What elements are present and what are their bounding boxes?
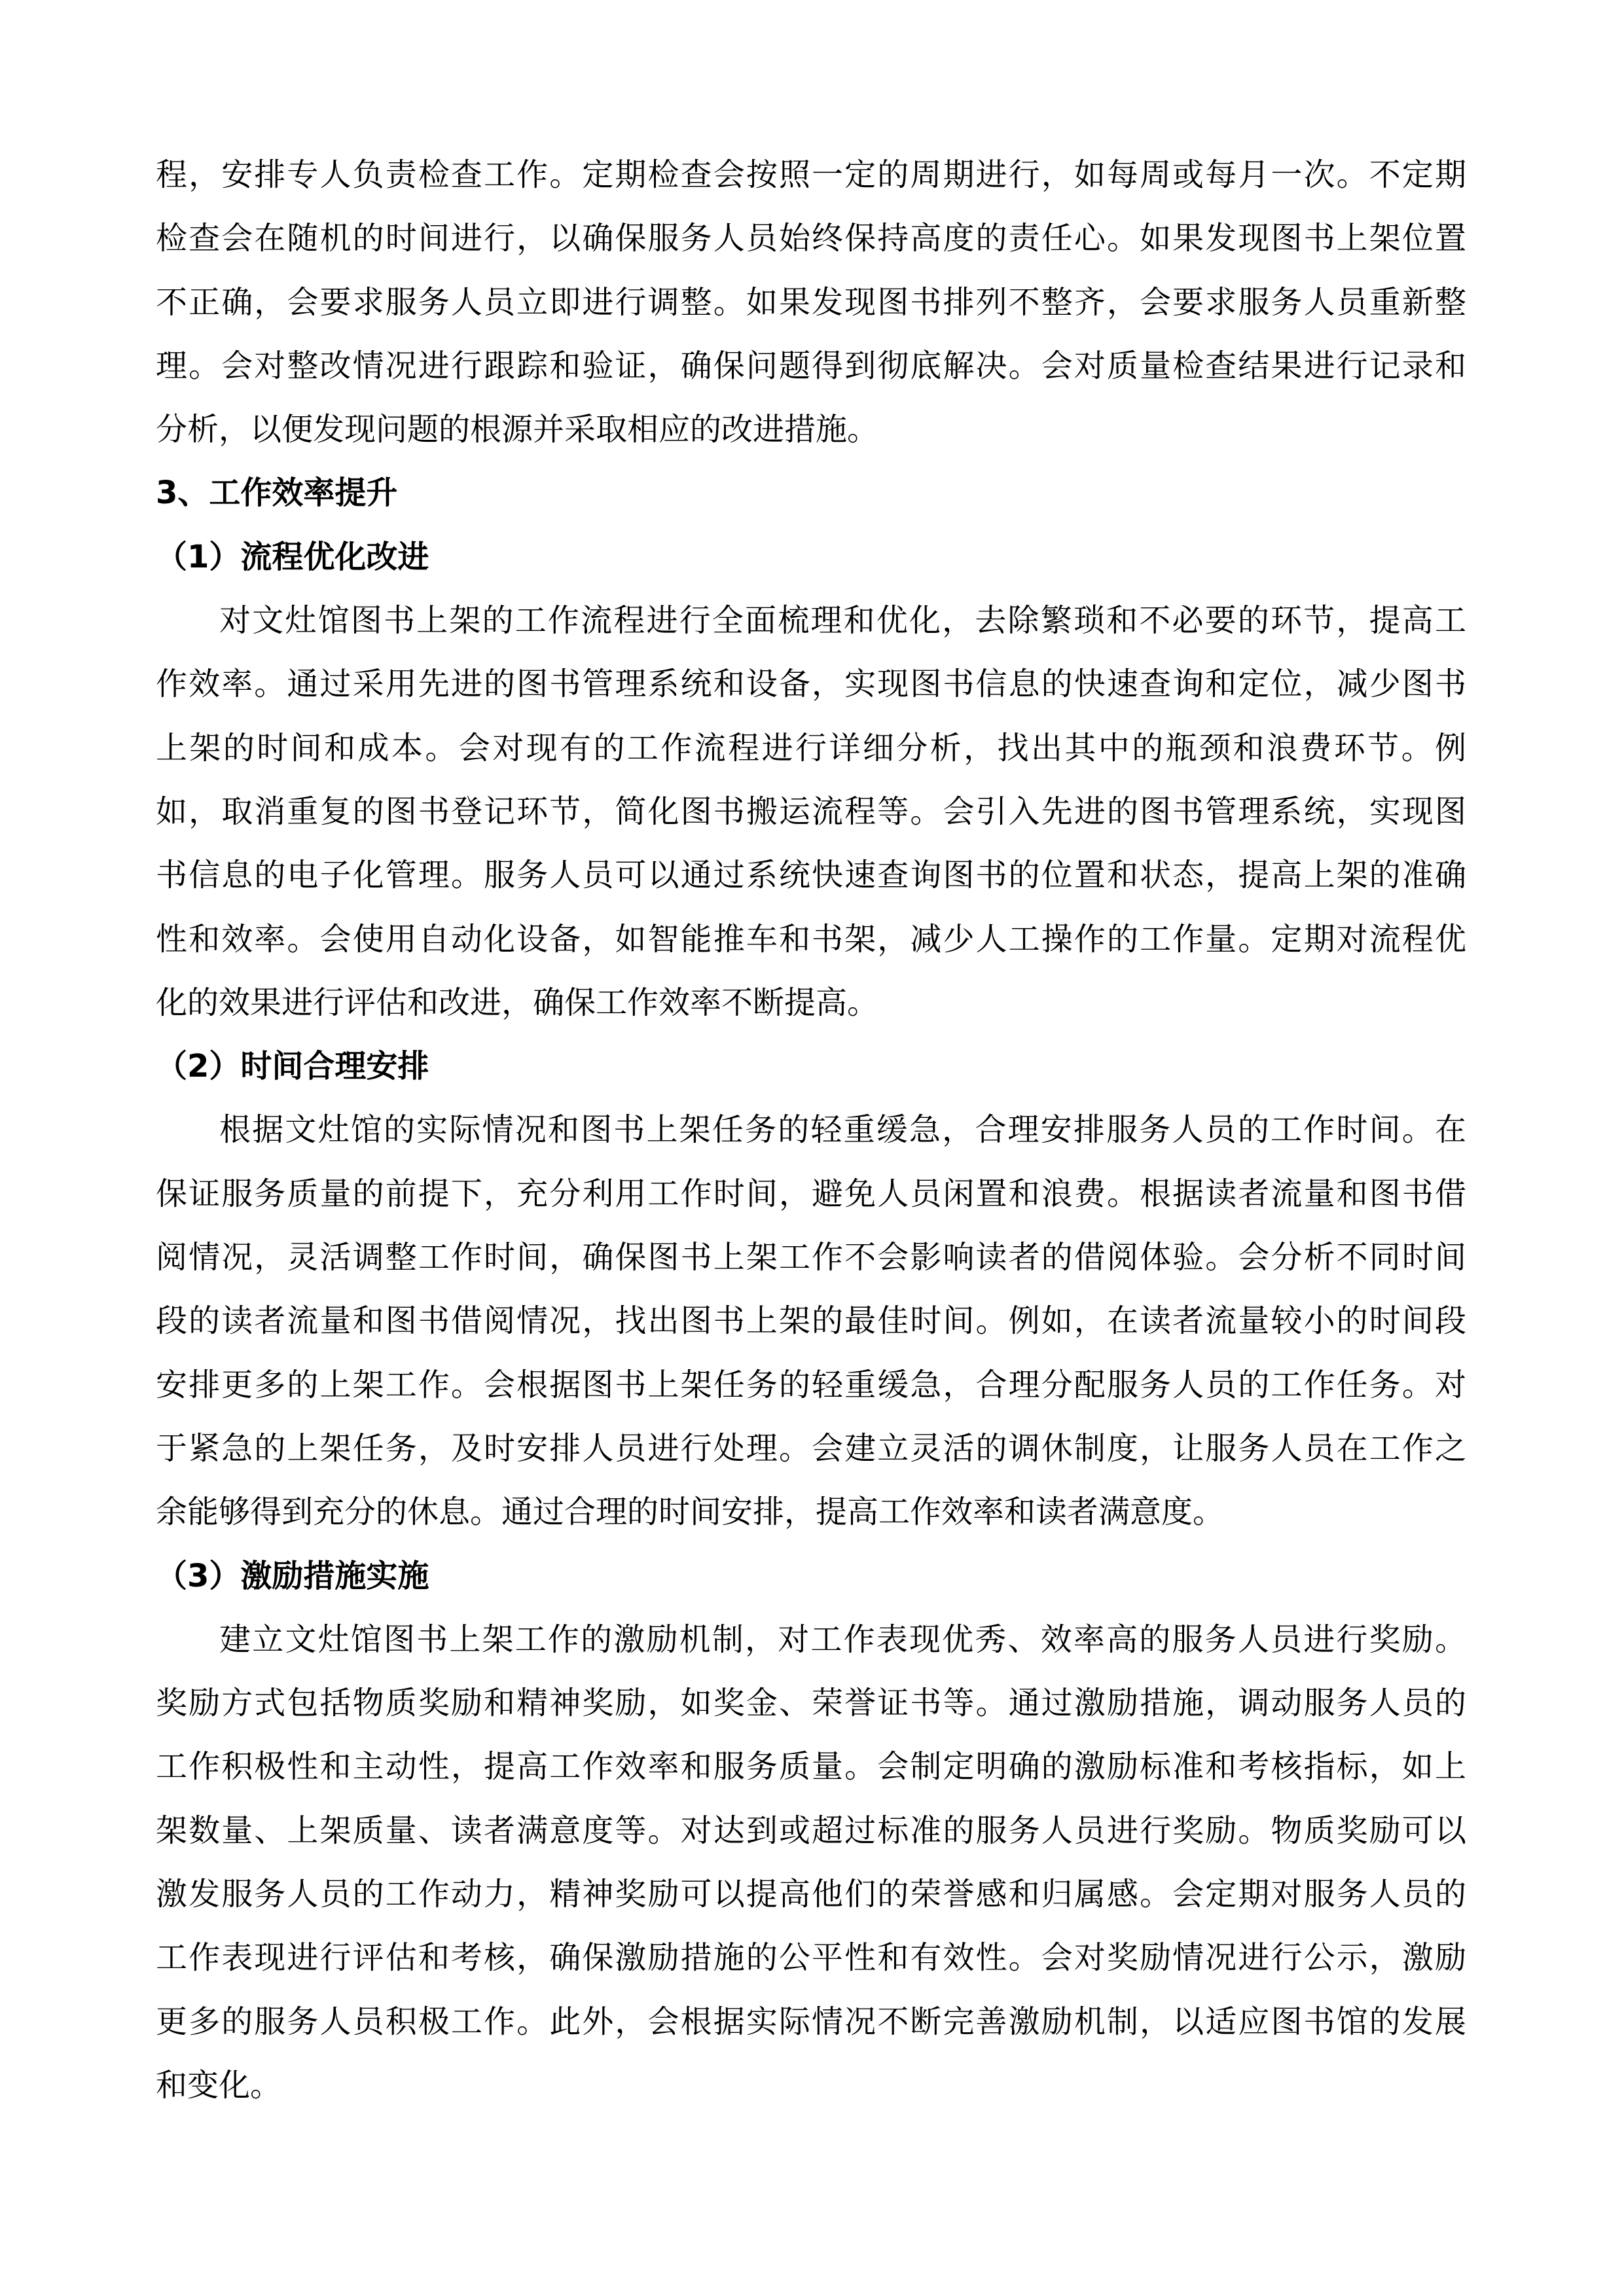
paragraph-line: 余能够得到充分的休息。通过合理的时间安排，提高工作效率和读者满意度。 <box>156 1494 1225 1531</box>
paragraph-line: 阅情况，灵活调整工作时间，确保图书上架工作不会影响读者的借阅体验。会分析不同时间 <box>156 1239 1466 1276</box>
paragraph-line: 作效率。通过采用先进的图书管理系统和设备，实现图书信息的快速查询和定位，减少图书 <box>156 666 1466 703</box>
paragraph-line: 建立文灶馆图书上架工作的激励机制，对工作表现优秀、效率高的服务人员进行奖励。 <box>219 1621 1466 1658</box>
paragraph-line: 如，取消重复的图书登记环节，简化图书搬运流程等。会引入先进的图书管理系统，实现图 <box>156 793 1466 830</box>
paragraph-line: 安排更多的上架工作。会根据图书上架任务的轻重缓急，合理分配服务人员的工作任务。对 <box>156 1366 1466 1403</box>
subsection-heading-time-arrangement: （2）时间合理安排 <box>156 1048 429 1085</box>
paragraph-line: 工作表现进行评估和考核，确保激励措施的公平性和有效性。会对奖励情况进行公示，激励 <box>156 1939 1466 1977</box>
paragraph-line: 书信息的电子化管理。服务人员可以通过系统快速查询图书的位置和状态，提高上架的准确 <box>156 857 1466 894</box>
paragraph-line: 段的读者流量和图书借阅情况，找出图书上架的最佳时间。例如，在读者流量较小的时间段 <box>156 1302 1466 1340</box>
paragraph-line: 根据文灶馆的实际情况和图书上架任务的轻重缓急，合理安排服务人员的工作时间。在 <box>219 1111 1466 1149</box>
paragraph-line: 工作积极性和主动性，提高工作效率和服务质量。会制定明确的激励标准和考核指标，如上 <box>156 1748 1466 1785</box>
paragraph-line: 不正确，会要求服务人员立即进行调整。如果发现图书排列不整齐，会要求服务人员重新整 <box>156 283 1466 321</box>
subsection-heading-process-optimization: （1）流程优化改进 <box>156 538 429 575</box>
paragraph-line: 于紧急的上架任务，及时安排人员进行处理。会建立灵活的调休制度，让服务人员在工作之 <box>156 1429 1466 1467</box>
paragraph-line: 对文灶馆图书上架的工作流程进行全面梳理和优化，去除繁琐和不必要的环节，提高工 <box>219 602 1466 639</box>
paragraph-line: 理。会对整改情况进行跟踪和验证，确保问题得到彻底解决。会对质量检查结果进行记录和 <box>156 347 1466 384</box>
paragraph-line: 分析，以便发现问题的根源并采取相应的改进措施。 <box>156 411 879 448</box>
paragraph-line: 奖励方式包括物质奖励和精神奖励，如奖金、荣誉证书等。通过激励措施，调动服务人员的 <box>156 1685 1466 1722</box>
paragraph-line: 更多的服务人员积极工作。此外，会根据实际情况不断完善激励机制，以适应图书馆的发展 <box>156 2003 1466 2040</box>
subsection-heading-incentive-measures: （3）激励措施实施 <box>156 1557 429 1594</box>
paragraph-line: 保证服务质量的前提下，充分利用工作时间，避免人员闲置和浪费。根据读者流量和图书借 <box>156 1175 1466 1212</box>
section-heading: 3、工作效率提升 <box>156 475 398 512</box>
paragraph-line: 检查会在随机的时间进行，以确保服务人员始终保持高度的责任心。如果发现图书上架位置 <box>156 220 1466 257</box>
paragraph-line: 架数量、上架质量、读者满意度等。对达到或超过标准的服务人员进行奖励。物质奖励可以 <box>156 1812 1466 1849</box>
paragraph-line: 化的效果进行评估和改进，确保工作效率不断提高。 <box>156 984 879 1021</box>
paragraph-line: 和变化。 <box>156 2066 282 2104</box>
paragraph-line: 激发服务人员的工作动力，精神奖励可以提高他们的荣誉感和归属感。会定期对服务人员的 <box>156 1876 1466 1913</box>
document-body <box>156 143 1466 2117</box>
paragraph-line: 性和效率。会使用自动化设备，如智能推车和书架，减少人工操作的工作量。定期对流程优 <box>156 920 1466 958</box>
paragraph-line: 程，安排专人负责检查工作。定期检查会按照一定的周期进行，如每周或每月一次。不定期 <box>156 156 1466 193</box>
paragraph-line: 上架的时间和成本。会对现有的工作流程进行详细分析，找出其中的瓶颈和浪费环节。例 <box>156 729 1466 766</box>
